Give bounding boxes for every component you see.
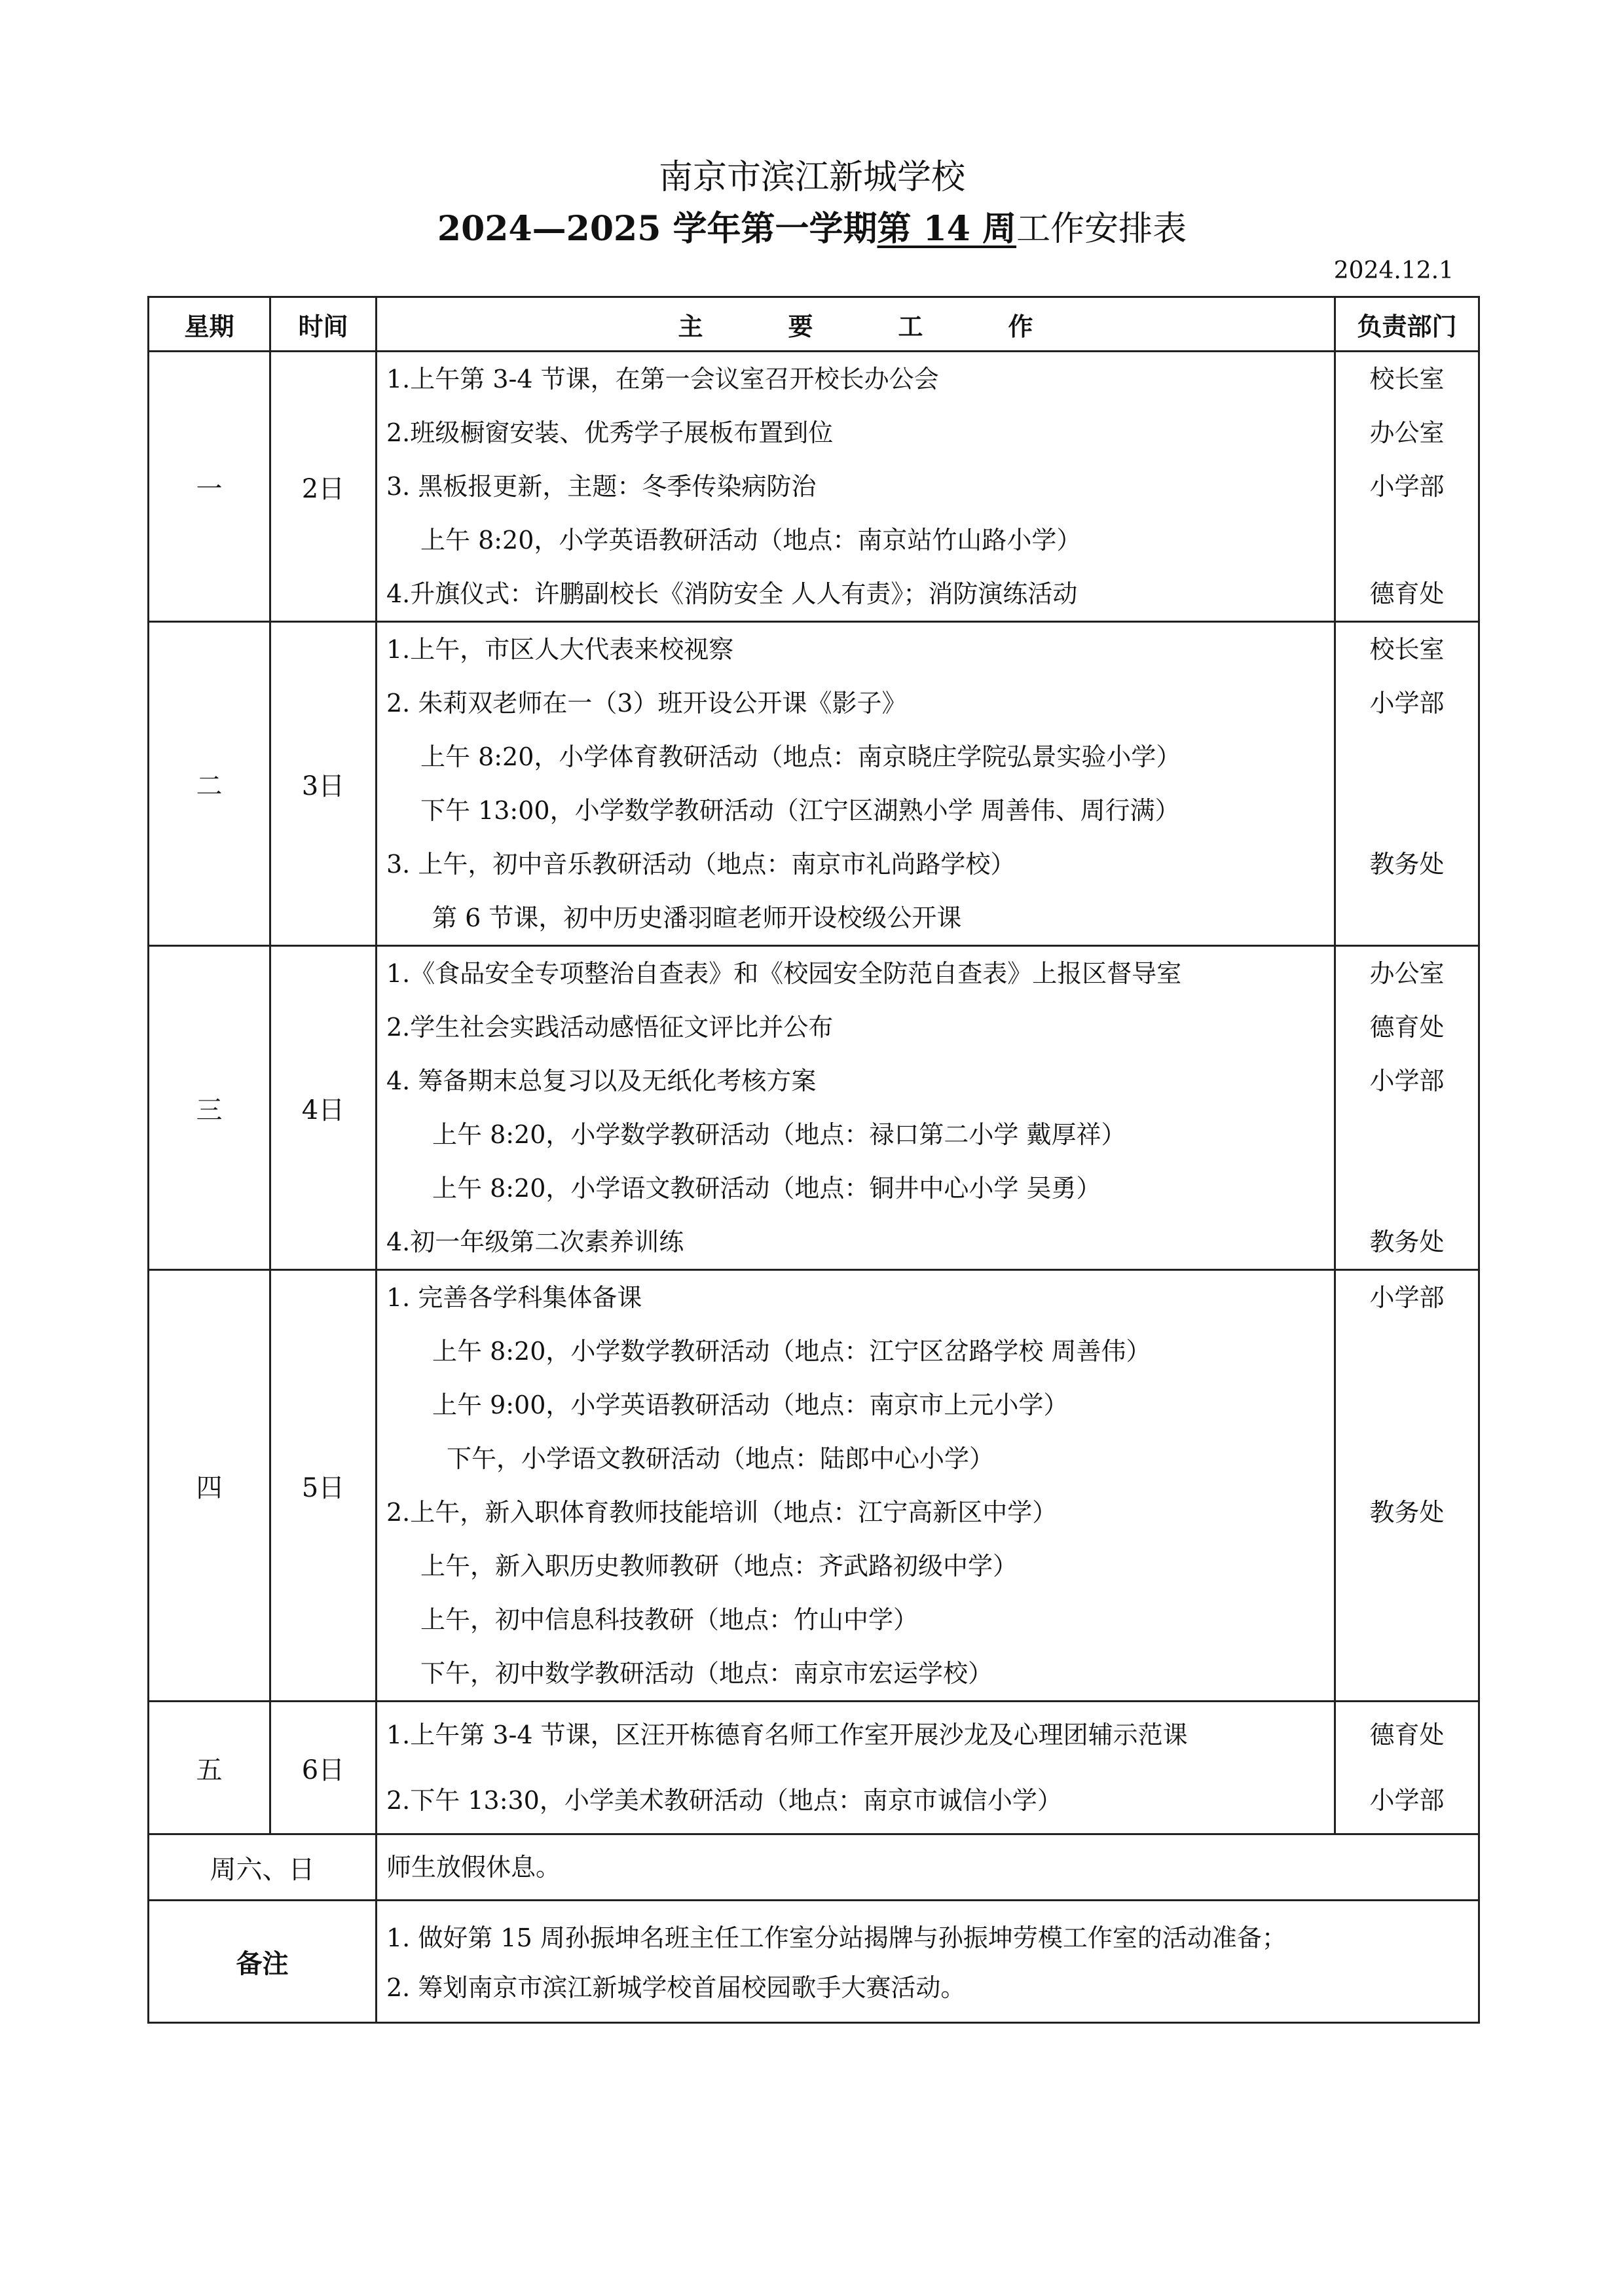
header-time: 时间 — [270, 297, 377, 352]
date-cell: 5日 — [270, 1270, 377, 1702]
table-row — [149, 1702, 1479, 1834]
dept-line — [1336, 1647, 1478, 1700]
date-cell: 6日 — [270, 1702, 377, 1834]
dept-line — [1336, 1378, 1478, 1432]
day-cell: 一 — [149, 352, 270, 622]
weekend-text: 师生放假休息。 — [386, 1853, 561, 1882]
schedule-title — [0, 204, 1624, 254]
dept-line: 小学部 — [1369, 689, 1445, 718]
dept-line: 小学部 — [1369, 1786, 1445, 1815]
term-label: 2024—2025 学年第一学期 — [437, 209, 877, 249]
issue-date: 2024.12.1 — [1333, 257, 1454, 284]
work-line: 4.初一年级第二次素养训练 — [386, 1228, 684, 1256]
work-line: 下午 13:00，小学数学教研活动（江宁区湖熟小学 周善伟、周行满） — [420, 796, 1180, 825]
work-line: 第 6 节课，初中历史潘羽暄老师开设校级公开课 — [432, 903, 962, 932]
notes-line: 1. 做好第 15 周孙振坤名班主任工作室分站揭牌与孙振坤劳模工作室的活动准备； — [386, 1923, 1287, 1952]
work-line: 上午，新入职历史教师教研（地点：齐武路初级中学） — [420, 1552, 1018, 1580]
dept-line: 德育处 — [1369, 1013, 1445, 1042]
work-line: 下午，初中数学教研活动（地点：南京市宏运学校） — [420, 1659, 993, 1688]
table-row — [149, 352, 1479, 622]
table-row — [149, 622, 1479, 946]
table-header-row — [149, 297, 1479, 352]
work-line: 2.学生社会实践活动感悟征文评比并公布 — [386, 1013, 834, 1042]
dept-line — [1336, 730, 1478, 784]
work-line: 1.《食品安全专项整治自查表》和《校园安全防范自查表》上报区督导室 — [386, 959, 1182, 988]
dept-line: 德育处 — [1369, 1721, 1445, 1749]
day-cell: 二 — [149, 622, 270, 946]
dept-line — [1336, 784, 1478, 837]
date-cell: 2日 — [270, 352, 377, 622]
header-day: 星期 — [149, 297, 270, 352]
header-dept: 负责部门 — [1335, 297, 1479, 352]
dept-line — [1336, 891, 1478, 945]
notes-label: 备注 — [149, 1901, 377, 2023]
dept-line: 教务处 — [1369, 1228, 1445, 1256]
work-line: 2.上午，新入职体育教师技能培训（地点：江宁高新区中学） — [386, 1498, 1058, 1527]
date-cell: 4日 — [270, 946, 377, 1270]
dept-line — [1336, 1539, 1478, 1593]
work-line: 1.上午第 3-4 节课，在第一会议室召开校长办公会 — [386, 365, 939, 393]
dept-cell — [1335, 622, 1479, 946]
work-line: 上午 8:20，小学数学教研活动（地点：江宁区岔路学校 周善伟） — [432, 1337, 1151, 1366]
work-line: 2. 朱莉双老师在一（3）班开设公开课《影子》 — [386, 689, 907, 718]
dept-line: 校长室 — [1369, 365, 1445, 393]
work-cell — [377, 352, 1335, 622]
work-line: 1. 完善各学科集体备课 — [386, 1283, 642, 1312]
weekend-label: 周六、日 — [149, 1834, 377, 1901]
work-line: 下午，小学语文教研活动（地点：陆郎中心小学） — [447, 1444, 995, 1473]
work-line: 上午 8:20，小学体育教研活动（地点：南京晓庄学院弘景实验小学） — [420, 742, 1181, 771]
dept-line — [1336, 1432, 1478, 1485]
dept-cell — [1335, 1702, 1479, 1834]
dept-line: 小学部 — [1369, 472, 1445, 501]
weekend-row — [149, 1834, 1479, 1901]
work-line: 上午 8:20，小学英语教研活动（地点：南京站竹山路小学） — [420, 526, 1082, 555]
work-line: 2.下午 13:30，小学美术教研活动（地点：南京市诚信小学） — [386, 1786, 1062, 1815]
work-line: 上午，初中信息科技教研（地点：竹山中学） — [420, 1605, 919, 1634]
dept-line: 小学部 — [1369, 1066, 1445, 1095]
table-row — [149, 1270, 1479, 1702]
dept-line — [1336, 1593, 1478, 1647]
dept-line — [1336, 513, 1478, 567]
header-main-work: 主要工作 — [377, 297, 1335, 352]
day-cell: 三 — [149, 946, 270, 1270]
notes-line: 2. 筹划南京市滨江新城学校首届校园歌手大赛活动。 — [386, 1973, 966, 2002]
notes-row — [149, 1901, 1479, 2023]
work-line: 上午 8:20，小学数学教研活动（地点：禄口第二小学 戴厚祥） — [432, 1120, 1126, 1149]
dept-line: 小学部 — [1369, 1283, 1445, 1312]
dept-line: 教务处 — [1369, 850, 1445, 879]
work-line: 3. 黑板报更新，主题：冬季传染病防治 — [386, 472, 817, 501]
work-cell — [377, 1702, 1335, 1834]
notes-cell — [377, 1901, 1479, 2023]
title-suffix: 工作安排表 — [1016, 210, 1187, 249]
day-cell: 五 — [149, 1702, 270, 1834]
work-line: 1.上午，市区人大代表来校视察 — [386, 635, 734, 664]
work-cell — [377, 1270, 1335, 1702]
dept-line: 办公室 — [1369, 418, 1445, 447]
work-line: 上午 9:00，小学英语教研活动（地点：南京市上元小学） — [432, 1391, 1069, 1419]
day-cell: 四 — [149, 1270, 270, 1702]
weekend-cell — [377, 1834, 1479, 1901]
dept-line — [1336, 1324, 1478, 1378]
dept-line: 德育处 — [1369, 579, 1445, 608]
work-line: 4. 筹备期末总复习以及无纸化考核方案 — [386, 1066, 817, 1095]
dept-cell — [1335, 352, 1479, 622]
schedule-table — [147, 296, 1480, 2024]
dept-cell — [1335, 946, 1479, 1270]
dept-line: 办公室 — [1369, 959, 1445, 988]
school-title: 南京市滨江新城学校 — [658, 158, 965, 197]
work-cell — [377, 946, 1335, 1270]
work-line: 4.升旗仪式：许鹏副校长《消防安全 人人有责》；消防演练活动 — [386, 579, 1078, 608]
work-cell — [377, 622, 1335, 946]
work-line: 2.班级橱窗安装、优秀学子展板布置到位 — [386, 418, 834, 447]
work-line: 1.上午第 3-4 节课，区汪开栋德育名师工作室开展沙龙及心理团辅示范课 — [386, 1721, 1188, 1749]
dept-line: 教务处 — [1369, 1498, 1445, 1527]
dept-line: 校长室 — [1369, 635, 1445, 664]
dept-cell — [1335, 1270, 1479, 1702]
dept-line — [1336, 1108, 1478, 1161]
table-row — [149, 946, 1479, 1270]
work-line: 上午 8:20，小学语文教研活动（地点：铜井中心小学 吴勇） — [432, 1174, 1101, 1203]
week-label: 第 14 周 — [877, 209, 1017, 249]
dept-line — [1336, 1161, 1478, 1215]
date-cell: 3日 — [270, 622, 377, 946]
work-line: 3. 上午，初中音乐教研活动（地点：南京市礼尚路学校） — [386, 850, 1016, 879]
